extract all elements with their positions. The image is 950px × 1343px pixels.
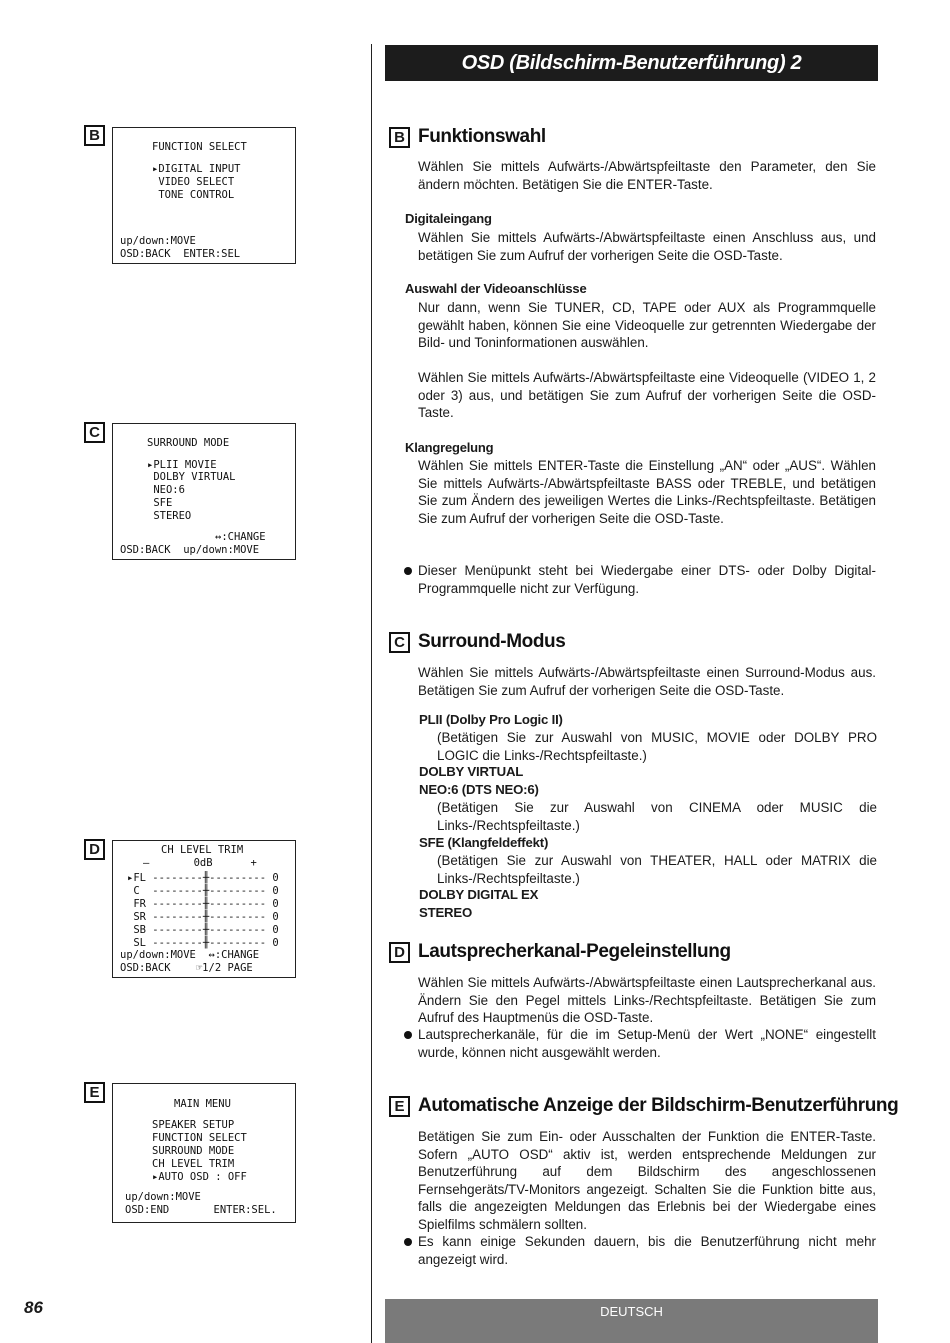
screen-line: SB --------╫--------- 0 <box>127 924 279 936</box>
screen-main-menu <box>112 1083 296 1223</box>
paragraph: Wählen Sie mittels ENTER-Taste die Einstellung „AN“ oder „AUS“. Wählen Sie mittels Aufwärts-/Abwärtspfeiltaste BASS oder TREBLE, und betätigen Sie zum Ändern des jeweiligen Wertes die Links-/Rechtspfeiltaste. Betätigen Sie zum Aufruf der vorherigen Seite die OSD-Taste. <box>418 458 876 526</box>
label-b-section: B <box>389 127 410 148</box>
screen-line: FUNCTION SELECT <box>152 141 247 153</box>
paragraph: Betätigen Sie zum Ein- oder Ausschalten der Funktion die ENTER-Taste. Sofern „AUTO OSD“ aktiv ist, werden entsprechende Meldungen zur Benutzerführung auf dem Bildschirm des angeschlossenen Fernsehgeräts/TV-Monitors angezeigt. Schalten Sie die Funktion bitte aus, falls die angezeigten Meldungen das Erlebnis bei der Wiedergabe eines Spielfilms schmälern sollten. <box>418 1129 876 1232</box>
label-e-section: E <box>389 1096 410 1117</box>
screen-line: OSD:BACK up/down:MOVE <box>120 544 260 556</box>
language-footer <box>385 1299 878 1343</box>
screen-line: ▸AUTO OSD : OFF <box>152 1171 247 1183</box>
subheading: Klangregelung <box>405 440 494 455</box>
screen-line: ▸FL --------╫--------- 0 <box>127 872 279 884</box>
subheading: Digitaleingang <box>405 211 492 226</box>
screen-surround-mode <box>112 423 296 560</box>
bullet-text: Lautsprecherkanäle, für die im Setup-Menü der Wert „NONE“ eingestellt wurde, können nicht ausgewählt werden. <box>418 1027 876 1060</box>
language-label: DEUTSCH <box>600 1304 663 1319</box>
paragraph: Nur dann, wenn Sie TUNER, CD, TAPE oder AUX als Programmquelle gewählt haben, können Sie eine Videoquelle zur getrennten Wiedergabe der Bild- und Toninformationen auswählen. <box>418 300 876 350</box>
screen-line: MAIN MENU <box>174 1098 231 1110</box>
bullet-dot <box>404 1238 412 1246</box>
screen-line: up/down:MOVE <box>120 235 196 247</box>
screen-line: SFE <box>147 497 173 509</box>
mode-sfe: SFE (Klangfeldeffekt) <box>419 835 549 850</box>
screen-line: OSD:BACK ENTER:SEL <box>120 248 241 260</box>
screen-line: DOLBY VIRTUAL <box>147 471 236 483</box>
mode-description: (Betätigen Sie zur Auswahl von MUSIC, MOVIE oder DOLBY PRO LOGIC die Links-/Rechtspfeiltaste.) <box>437 730 877 763</box>
screen-line: ▸DIGITAL INPUT <box>152 163 241 175</box>
screen-line: ↔:CHANGE <box>215 531 266 543</box>
bullet-dot <box>404 567 412 575</box>
screen-line: – 0dB + <box>143 857 257 869</box>
mode-neo6: NEO:6 (DTS NEO:6) <box>419 782 539 797</box>
paragraph: Wählen Sie mittels Aufwärts-/Abwärtspfeiltaste eine Videoquelle (VIDEO 1, 2 oder 3) aus, und betätigen Sie zum Aufruf der vorherigen Seite die OSD-Taste. <box>418 370 876 420</box>
page-header-title: OSD (Bildschirm-Benutzerführung) 2 <box>385 45 878 81</box>
screen-line: up/down:MOVE ↔:CHANGE <box>120 949 260 961</box>
screen-line: FR --------╫--------- 0 <box>127 898 279 910</box>
screen-function-select <box>112 127 296 264</box>
label-d-left: D <box>84 839 105 860</box>
label-e-left: E <box>84 1082 105 1103</box>
bullet-dot <box>404 1031 412 1039</box>
section-title-funktionswahl: Funktionswahl <box>418 126 546 147</box>
subheading: Auswahl der Videoanschlüsse <box>405 281 587 296</box>
screen-line: OSD:BACK ☞1/2 PAGE <box>120 962 253 974</box>
mode-description: (Betätigen Sie zur Auswahl von CINEMA oder MUSIC die Links-/Rechtspfeiltaste.) <box>437 800 877 833</box>
screen-line: SR --------╫--------- 0 <box>127 911 279 923</box>
screen-line: ▸PLII MOVIE <box>147 459 217 471</box>
mode-plii: PLII (Dolby Pro Logic II) <box>419 712 563 727</box>
screen-line: SURROUND MODE <box>152 1145 235 1157</box>
screen-line: C --------╫--------- 0 <box>127 885 279 897</box>
mode-dolby-virtual: DOLBY VIRTUAL <box>419 764 524 779</box>
screen-line: SPEAKER SETUP <box>152 1119 235 1131</box>
section-title-pegeleinstellung: Lautsprecherkanal-Pegeleinstellung <box>418 941 731 962</box>
screen-line: CH LEVEL TRIM <box>152 1158 235 1170</box>
screen-line: SURROUND MODE <box>147 437 230 449</box>
screen-line: OSD:END ENTER:SEL. <box>125 1204 277 1216</box>
paragraph: Wählen Sie mittels Aufwärts-/Abwärtspfeiltaste einen Lautsprecherkanal aus. Ändern Sie den Pegel mittels Links-/Rechtspfeiltaste. Betätigen Sie zum Aufruf des Hauptmenüs die OSD-Taste. <box>418 975 876 1025</box>
mode-description: (Betätigen Sie zur Auswahl von THEATER, HALL oder MATRIX die Links-/Rechtspfeiltaste.) <box>437 853 877 886</box>
screen-line: up/down:MOVE <box>125 1191 201 1203</box>
bullet-text: Dieser Menüpunkt steht bei Wiedergabe einer DTS- oder Dolby Digital-Programmquelle nicht zur Verfügung. <box>418 563 876 596</box>
label-c-section: C <box>389 632 410 653</box>
column-divider <box>371 44 372 1343</box>
section-title-auto-osd: Automatische Anzeige der Bildschirm-Benutzerführung <box>418 1095 899 1116</box>
screen-line: CH LEVEL TRIM <box>161 844 244 856</box>
mode-dolby-digital-ex: DOLBY DIGITAL EX <box>419 887 539 902</box>
bullet-text: Es kann einige Sekunden dauern, bis die Benutzerführung nicht mehr angezeigt wird. <box>418 1234 876 1267</box>
paragraph: Wählen Sie mittels Aufwärts-/Abwärtspfeiltaste einen Anschluss aus, und betätigen Sie zum Aufruf der vorherigen Seite die OSD-Taste. <box>418 230 876 263</box>
label-b-left: B <box>84 125 105 146</box>
paragraph: Wählen Sie mittels Aufwärts-/Abwärtspfeiltaste den Parameter, den Sie ändern möchten. Betätigen Sie die ENTER-Taste. <box>418 159 876 192</box>
screen-line: TONE CONTROL <box>152 189 235 201</box>
label-c-left: C <box>84 422 105 443</box>
screen-line: VIDEO SELECT <box>152 176 235 188</box>
label-d-section: D <box>389 942 410 963</box>
section-title-surround-modus: Surround-Modus <box>418 631 566 652</box>
screen-line: SL --------╫--------- 0 <box>127 937 279 949</box>
screen-line: NEO:6 <box>147 484 185 496</box>
screen-line: FUNCTION SELECT <box>152 1132 247 1144</box>
page-number: 86 <box>24 1298 43 1317</box>
paragraph: Wählen Sie mittels Aufwärts-/Abwärtspfeiltaste einen Surround-Modus aus. Betätigen Sie zum Aufruf der vorherigen Seite die OSD-Taste. <box>418 665 876 698</box>
screen-ch-level-trim <box>112 840 296 978</box>
mode-stereo: STEREO <box>419 905 473 920</box>
screen-line: STEREO <box>147 510 192 522</box>
